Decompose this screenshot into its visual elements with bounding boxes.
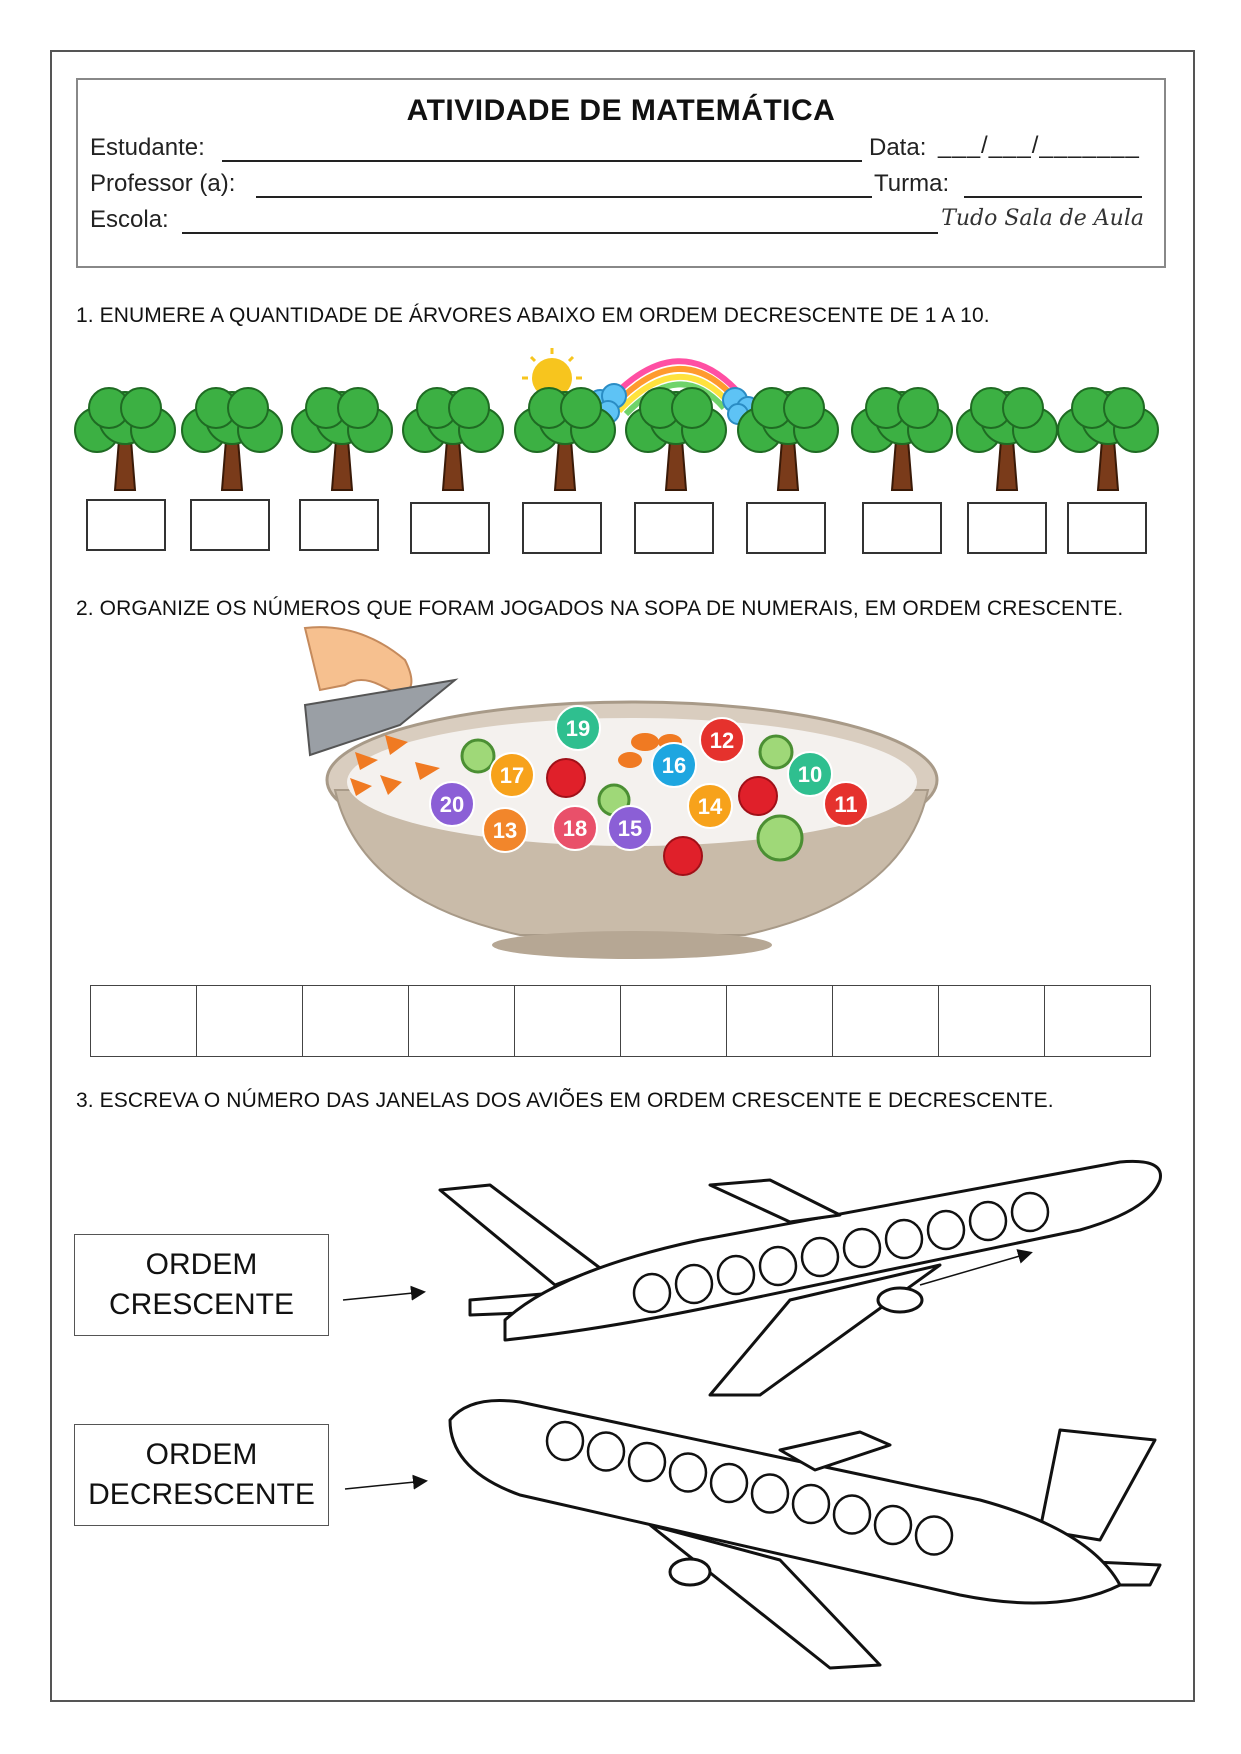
descending-word-2: DECRESCENTE [88, 1478, 315, 1511]
date-label: Data: [869, 134, 927, 161]
plane-window-circle[interactable] [875, 1506, 911, 1544]
soup-number-label: 20 [439, 792, 465, 817]
plane-window-circle[interactable] [834, 1496, 870, 1534]
soup-number-label: 19 [565, 716, 591, 741]
plane-window-circle[interactable] [711, 1464, 747, 1502]
ascending-word-1: ORDEM [145, 1248, 258, 1281]
soup-number-label: 15 [617, 816, 643, 841]
plane-window-circle[interactable] [588, 1433, 624, 1471]
ascending-word-2: CRESCENTE [108, 1288, 295, 1321]
plane-window-circle[interactable] [793, 1485, 829, 1523]
plane-desc-tail-fin [1040, 1430, 1155, 1540]
plane-window-circle[interactable] [916, 1517, 952, 1555]
worksheet-title: ATIVIDADE DE MATEMÁTICA [406, 94, 836, 127]
plane-desc-engine [670, 1559, 710, 1585]
question-1: 1. ENUMERE A QUANTIDADE DE ÁRVORES ABAIXO EM ORDEM DECRESCENTE DE 1 A 10. [76, 304, 990, 327]
soup-number-label: 13 [492, 818, 518, 843]
student-label: Estudante: [90, 134, 205, 161]
teacher-label: Professor (a): [90, 170, 236, 197]
plane-window-circle[interactable] [752, 1475, 788, 1513]
question-3: 3. ESCREVA O NÚMERO DAS JANELAS DOS AVIÕES EM ORDEM CRESCENTE E DECRESCENTE. [76, 1089, 1054, 1112]
soup-number-label: 11 [834, 792, 858, 817]
soup-number-label: 16 [661, 753, 687, 778]
soup-number-label: 14 [697, 794, 723, 819]
descending-word-1: ORDEM [145, 1438, 258, 1471]
soup-number-label: 10 [797, 762, 823, 787]
soup-number-label: 18 [562, 816, 588, 841]
plane-window-circle[interactable] [670, 1454, 706, 1492]
question-2: 2. ORGANIZE OS NÚMEROS QUE FORAM JOGADOS NA SOPA DE NUMERAIS, EM ORDEM CRESCENTE. [76, 597, 1124, 620]
plane-window-circle[interactable] [547, 1422, 583, 1460]
plane-window-circle[interactable] [629, 1443, 665, 1481]
soup-number-label: 12 [709, 728, 735, 753]
class-label: Turma: [874, 170, 950, 197]
soup-number-label: 17 [499, 763, 525, 788]
date-field[interactable]: ___/___/_______ [938, 132, 1140, 159]
school-label: Escola: [90, 206, 169, 233]
brand-signature: Tudo Sala de Aula [941, 206, 1144, 231]
